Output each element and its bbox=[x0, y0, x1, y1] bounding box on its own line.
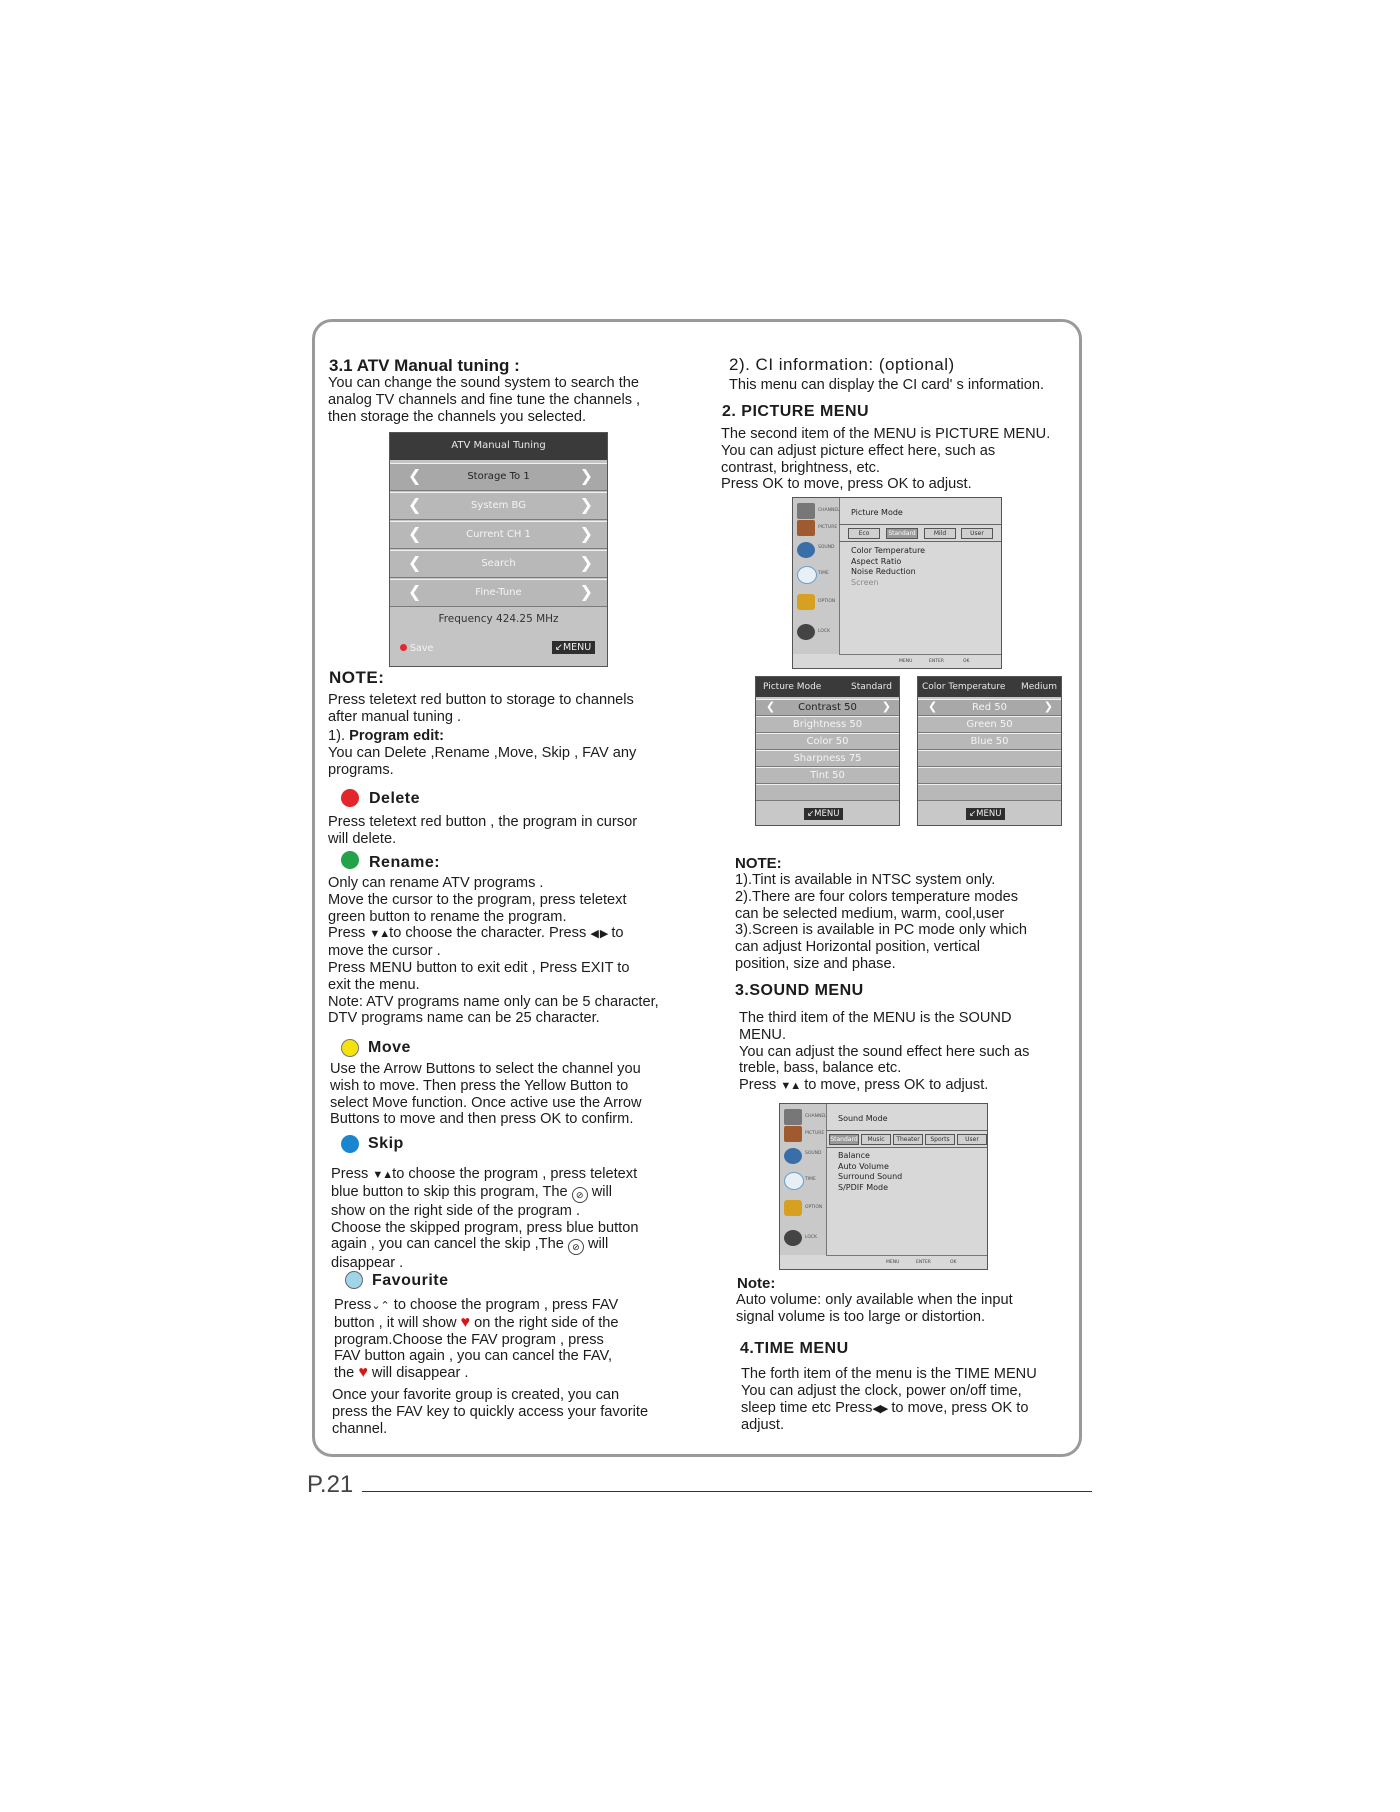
wrench-icon bbox=[797, 594, 815, 610]
atv-row-fine-tune[interactable]: ❮ Fine-Tune ❯ bbox=[390, 579, 607, 607]
save-button[interactable]: Save bbox=[400, 643, 433, 654]
back-arrow-icon: ↙ bbox=[555, 642, 563, 653]
rename-text: Only can rename ATV programs . Move the cursor to the program, press teletext green button to rename the program. Press ▼▲to choose the character. Press ◀ ▶ to move the cursor . Press MENU button to exit edit , Press EXIT to exit the menu. Note: ATV programs name only can be 5 character, DTV programs name can be 25 character. bbox=[328, 875, 659, 1027]
divider bbox=[839, 524, 1001, 525]
chevron-left-icon: ❮ bbox=[766, 700, 776, 713]
picture-menu-osd bbox=[792, 497, 1002, 669]
osd-side-time[interactable]: TIME bbox=[782, 1170, 824, 1190]
divider bbox=[839, 541, 1001, 542]
opt-spdif-mode[interactable]: S/PDIF Mode bbox=[838, 1182, 889, 1192]
down-up-arrows-icon: ▼▲ bbox=[369, 928, 390, 941]
osd-side-time[interactable]: TIME bbox=[795, 564, 837, 584]
opt-aspect-ratio[interactable]: Aspect Ratio bbox=[851, 556, 902, 566]
picture-mode-label: Picture Mode bbox=[851, 508, 903, 517]
delete-text: Press teletext red button , the program in cursor will delete. bbox=[328, 814, 638, 847]
ct-row-empty bbox=[918, 750, 1061, 767]
osd-side-sound[interactable]: SOUND bbox=[795, 540, 837, 560]
chevron-right-icon: ❯ bbox=[1043, 700, 1053, 713]
tab-standard[interactable]: Standard bbox=[886, 528, 918, 539]
osd-side-channel[interactable]: CHANNEL bbox=[782, 1107, 824, 1127]
ci-text: This menu can display the CI card' s information. bbox=[729, 377, 1045, 393]
osd-side-option[interactable]: OPTION bbox=[782, 1198, 824, 1218]
red-dot-icon bbox=[400, 644, 407, 651]
chevron-left-icon: ❮ bbox=[408, 582, 422, 601]
tab-theater[interactable]: Theater bbox=[893, 1134, 923, 1145]
tab-user[interactable]: User bbox=[961, 528, 993, 539]
chevron-left-icon: ❮ bbox=[408, 553, 422, 572]
back-arrow-icon: ↙ bbox=[807, 809, 815, 819]
ct-row-empty bbox=[918, 784, 1061, 801]
sound-menu-title: 3.SOUND MENU bbox=[735, 982, 864, 999]
atv-frequency: Frequency 424.25 MHz bbox=[438, 613, 559, 625]
note-title: NOTE: bbox=[329, 668, 385, 687]
tab-standard[interactable]: Standard bbox=[830, 1136, 858, 1143]
osd-side-picture[interactable]: PICTURE bbox=[782, 1124, 824, 1144]
pm-row-sharpness[interactable]: Sharpness 75 bbox=[756, 750, 899, 767]
channel-icon bbox=[784, 1109, 802, 1125]
delete-title: Delete bbox=[369, 790, 421, 807]
chevron-right-icon: ❯ bbox=[881, 700, 891, 713]
clock-icon bbox=[784, 1172, 804, 1190]
menu-button[interactable]: ↙MENU bbox=[966, 808, 1005, 820]
atv-row-storage[interactable]: ❮ Storage To 1 ❯ bbox=[390, 463, 607, 491]
ct-row-blue[interactable]: Blue 50 bbox=[918, 733, 1061, 750]
skip-text: Press ▼▲to choose the program , press teletext blue button to skip this program, The ⊘ will show on the right side of the program . Choose the skipped program, press blue button again , you can cancel the skip ,The ⊘ will disappear . bbox=[331, 1166, 639, 1272]
ct-row-green[interactable]: Green 50 bbox=[918, 716, 1061, 733]
sound-options bbox=[838, 1151, 902, 1193]
osd-side-lock[interactable]: LOCK bbox=[795, 622, 837, 642]
move-text: Use the Arrow Buttons to select the channel you wish to move. Then press the Yellow Button to select Move function. Once active use the Arrow Buttons to move and then press OK to confirm. bbox=[330, 1061, 642, 1128]
favourite-text-2: Once your favorite group is created, you can press the FAV key to quickly access your favorite channel. bbox=[332, 1387, 649, 1437]
picture-icon bbox=[797, 520, 815, 536]
atv-row-system[interactable]: ❮ System BG ❯ bbox=[390, 492, 607, 520]
program-edit: 1). Program edit: You can Delete ,Rename ,Move, Skip , FAV any programs. bbox=[328, 728, 637, 778]
clock-icon bbox=[797, 566, 817, 584]
lock-icon bbox=[797, 624, 815, 640]
osd-footer: MENU ENTER OK bbox=[826, 1255, 987, 1269]
yellow-button-icon bbox=[341, 1039, 359, 1057]
chevron-right-icon: ❯ bbox=[579, 553, 593, 572]
osd-sidebar bbox=[780, 1104, 827, 1255]
opt-auto-volume[interactable]: Auto Volume bbox=[838, 1161, 889, 1171]
down-up-arrows-icon: ▼▲ bbox=[780, 1080, 801, 1093]
chevron-right-icon: ❯ bbox=[579, 582, 593, 601]
rename-title: Rename: bbox=[369, 854, 441, 871]
osd-footer: MENU ENTER OK bbox=[839, 654, 1001, 668]
opt-balance[interactable]: Balance bbox=[838, 1151, 870, 1160]
skip-icon: ⊘ bbox=[568, 1239, 584, 1255]
ct-row-empty bbox=[918, 767, 1061, 784]
pm-row-brightness[interactable]: Brightness 50 bbox=[756, 716, 899, 733]
green-button-icon bbox=[341, 851, 359, 869]
chevron-left-icon: ❮ bbox=[408, 524, 422, 543]
opt-color-temperature[interactable]: Color Temperature bbox=[851, 546, 926, 555]
osd-side-sound[interactable]: SOUND bbox=[782, 1146, 824, 1166]
pm-row-contrast[interactable]: ❮ Contrast 50 ❯ bbox=[756, 699, 899, 716]
chevron-right-icon: ❯ bbox=[579, 495, 593, 514]
ct-header: Color Temperature Medium bbox=[918, 677, 1061, 697]
sound-menu-osd bbox=[779, 1103, 988, 1270]
atv-row-search[interactable]: ❮ Search ❯ bbox=[390, 550, 607, 578]
osd-side-lock[interactable]: LOCK bbox=[782, 1228, 824, 1248]
pm-header: Picture Mode Standard bbox=[756, 677, 899, 697]
atv-title: 3.1 ATV Manual tuning : bbox=[329, 356, 520, 375]
skip-icon: ⊘ bbox=[572, 1187, 588, 1203]
picture-menu-title: 2. PICTURE MENU bbox=[722, 403, 870, 420]
page-number: P.21 bbox=[307, 1471, 354, 1498]
skip-title: Skip bbox=[368, 1135, 404, 1152]
opt-noise-reduction[interactable]: Noise Reduction bbox=[851, 567, 916, 576]
back-arrow-icon: ↙ bbox=[969, 809, 977, 819]
favourite-text: Press⌄⌃ to choose the program , press FAV button , it will show ♥ on the right side of the program.Choose the FAV program , press FAV button again , you can cancel the FAV, the ♥ will disappear . bbox=[334, 1297, 619, 1382]
ct-row-red[interactable]: ❮ Red 50 ❯ bbox=[918, 699, 1061, 716]
heart-icon: ♥ bbox=[358, 1364, 368, 1382]
ci-title: 2). CI information: (optional) bbox=[729, 355, 955, 374]
tab-sports[interactable]: Sports bbox=[925, 1134, 955, 1145]
chevron-right-icon: ❯ bbox=[579, 524, 593, 543]
move-title: Move bbox=[368, 1039, 411, 1056]
picture-note-title: NOTE: bbox=[735, 855, 782, 872]
heart-icon: ♥ bbox=[460, 1313, 471, 1331]
picture-menu-text: The second item of the MENU is PICTURE MENU. You can adjust picture effect here, such as contrast, brightness, etc. Press OK to move, press OK to adjust. bbox=[721, 426, 1051, 493]
chevron-right-icon: ❯ bbox=[579, 466, 593, 485]
tab-music[interactable]: Music bbox=[861, 1134, 891, 1145]
picture-mode-submenu bbox=[755, 676, 900, 826]
sound-icon bbox=[797, 542, 815, 558]
picture-icon bbox=[784, 1126, 802, 1142]
light-blue-button-icon bbox=[345, 1271, 363, 1289]
chevron-left-icon: ❮ bbox=[928, 700, 938, 713]
sound-icon bbox=[784, 1148, 802, 1164]
footer-rule bbox=[362, 1491, 1092, 1492]
divider bbox=[826, 1130, 987, 1131]
chevron-left-icon: ❮ bbox=[408, 466, 422, 485]
opt-surround-sound[interactable]: Surround Sound bbox=[838, 1172, 903, 1181]
time-menu-title: 4.TIME MENU bbox=[740, 1340, 849, 1357]
blue-button-icon bbox=[341, 1135, 359, 1153]
pm-row-empty bbox=[756, 784, 899, 801]
osd-side-option[interactable]: OPTION bbox=[795, 592, 837, 612]
tab-user[interactable]: User bbox=[957, 1134, 987, 1145]
atv-row-current-ch[interactable]: ❮ Current CH 1 ❯ bbox=[390, 521, 607, 549]
chevron-left-icon: ❮ bbox=[408, 495, 422, 514]
time-menu-text: The forth item of the menu is the TIME MENU You can adjust the clock, power on/off time, sleep time etc Press◀▶ to move, press OK to adjust. bbox=[741, 1366, 1037, 1434]
atv-manual-tuning-menu bbox=[389, 432, 608, 667]
picture-note-text: 1).Tint is available in NTSC system only. 2).There are four colors temperature modes can be selected medium, warm, cool,user 3).Screen is available in PC mode only which can adjust Horizontal position, vertical position, size and phase. bbox=[735, 872, 1028, 972]
down-up-chevrons-icon: ⌄⌃ bbox=[371, 1300, 390, 1312]
note-text: Press teletext red button to storage to channels after manual tuning . bbox=[328, 692, 634, 725]
menu-button[interactable]: ↙MENU bbox=[804, 808, 843, 820]
down-up-arrows-icon: ▼▲ bbox=[372, 1169, 393, 1181]
left-right-arrows-icon: ◀ ▶ bbox=[590, 928, 608, 941]
pm-row-color[interactable]: Color 50 bbox=[756, 733, 899, 750]
lock-icon bbox=[784, 1230, 802, 1246]
osd-sidebar bbox=[793, 498, 840, 654]
opt-screen[interactable]: Screen bbox=[851, 577, 879, 587]
divider bbox=[826, 1147, 987, 1148]
color-temperature-submenu bbox=[917, 676, 1062, 826]
osd-side-channel[interactable]: CHANNEL bbox=[795, 501, 837, 521]
pm-row-tint[interactable]: Tint 50 bbox=[756, 767, 899, 784]
tab-mild[interactable]: Mild bbox=[924, 528, 956, 539]
sound-note-title: Note: bbox=[737, 1275, 776, 1292]
tab-eco[interactable]: Eco bbox=[848, 528, 880, 539]
picture-options bbox=[851, 546, 925, 588]
atv-menu-title: ATV Manual Tuning bbox=[390, 433, 607, 460]
sound-note-text: Auto volume: only available when the input signal volume is too large or distortion. bbox=[736, 1292, 1013, 1325]
left-right-arrows-icon: ◀▶ bbox=[872, 1402, 888, 1415]
favourite-title: Favourite bbox=[372, 1272, 449, 1289]
atv-text: You can change the sound system to search the analog TV channels and fine tune the channels , then storage the channels you selected. bbox=[328, 375, 641, 425]
sound-menu-text: The third item of the MENU is the SOUND MENU. You can adjust the sound effect here such as treble, bass, balance etc. Press ▼▲ to move, press OK to adjust. bbox=[739, 1010, 1030, 1094]
red-button-icon bbox=[341, 789, 359, 807]
sound-mode-label: Sound Mode bbox=[838, 1114, 888, 1123]
wrench-icon bbox=[784, 1200, 802, 1216]
channel-icon bbox=[797, 503, 815, 519]
menu-button[interactable]: ↙MENU bbox=[552, 641, 595, 654]
osd-side-picture[interactable]: PICTURE bbox=[795, 518, 837, 538]
